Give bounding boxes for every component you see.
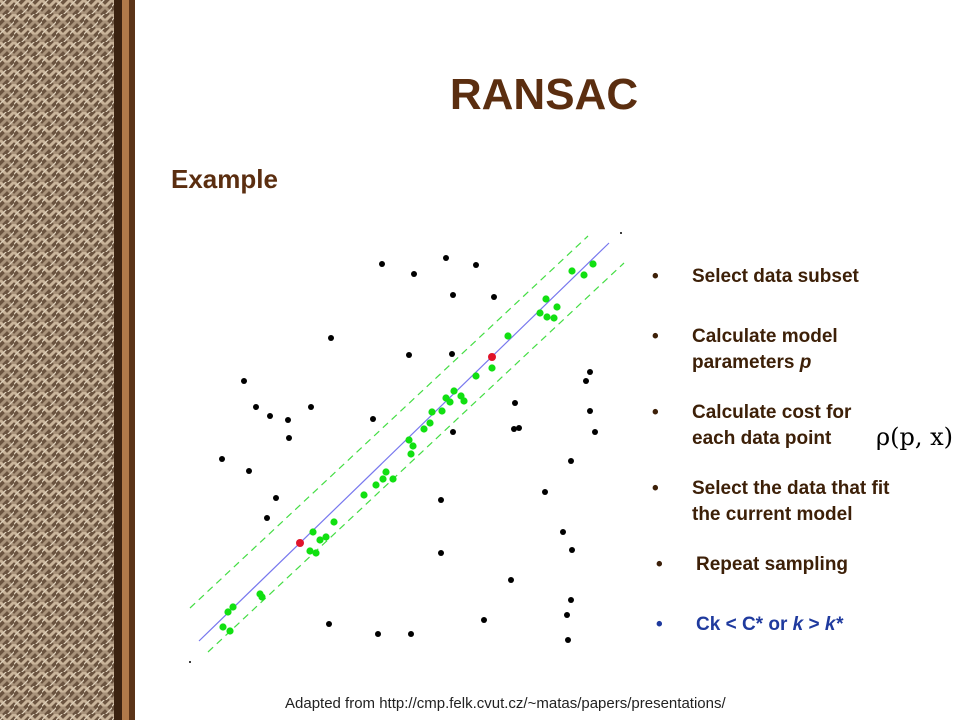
inlier-point [450,387,457,394]
inlier-point [309,528,316,535]
inlier-point [488,364,495,371]
inlier-point [409,442,416,449]
outlier-point [583,378,589,384]
inlier-point [224,608,231,615]
inlier-point [219,623,226,630]
bullet-text: Repeat sampling [696,554,849,575]
source-credit: Adapted from http://cmp.felk.cvut.cz/~matas/papers/presentations/ [285,695,726,712]
outlier-point [587,408,593,414]
outlier-point [516,425,522,431]
bullet-text: Select data subset [692,266,859,287]
bullet-text-line2: the current model [692,503,853,525]
inlier-point [379,475,386,482]
inlier-point [258,593,265,600]
outlier-point [308,404,314,410]
inlier-point [536,309,543,316]
outlier-point [375,631,381,637]
outlier-point [569,547,575,553]
outlier-point [241,378,247,384]
outlier-point [512,400,518,406]
outlier-point [587,369,593,375]
outlier-point [406,352,412,358]
cost-formula: ρ(p, x) [876,423,953,451]
outlier-point [450,429,456,435]
inlier-point [589,260,596,267]
slide-subtitle: Example [171,164,278,194]
bullet-text: Calculate cost for [692,402,852,423]
outlier-point [411,271,417,277]
inlier-point [407,450,414,457]
outlier-point [542,489,548,495]
bullet-marker: • [652,266,659,287]
bullet-marker: • [656,614,663,635]
inlier-point [504,332,511,339]
bullet-text-line2: parameters p [692,351,812,373]
outlier-point [438,497,444,503]
outlier-point [253,404,259,410]
outlier-point [473,262,479,268]
inlier-point [446,398,453,405]
inlier-point [543,313,550,320]
bullet-stop-condition [656,612,843,638]
outlier-point [568,597,574,603]
bullet-repeat [656,552,848,578]
outlier-point [564,612,570,618]
inlier-point [226,627,233,634]
inlier-point [428,408,435,415]
outlier-point [481,617,487,623]
outlier-point [450,292,456,298]
bullet-calc-cost [652,400,851,451]
inlier-point [542,295,549,302]
outlier-point [326,621,332,627]
threshold-band-upper [190,236,588,608]
bullet-marker: • [652,326,659,347]
inlier-point [580,271,587,278]
outlier-point [491,294,497,300]
corner-mark [189,661,191,663]
inlier-point [420,425,427,432]
outlier-point [379,261,385,267]
outlier-point [592,429,598,435]
slide-title: RANSAC [449,70,639,119]
outlier-point [328,335,334,341]
inlier-point [360,491,367,498]
threshold-band-lower [208,263,624,652]
stop-condition-text: Ck < C* or k > k* [696,614,843,635]
inlier-point [460,397,467,404]
outlier-point [438,550,444,556]
bullet-text-line2: each data point [692,427,832,449]
bullet-text: Calculate model [692,326,838,347]
inlier-point [330,518,337,525]
inlier-point [372,481,379,488]
inlier-point [312,549,319,556]
inlier-point [405,436,412,443]
outlier-point [565,637,571,643]
model-line [199,243,609,641]
outlier-point [286,435,292,441]
bullet-calc-params [652,324,838,375]
outlier-point [264,515,270,521]
inlier-point [382,468,389,475]
inlier-point [438,407,445,414]
outlier-point [273,495,279,501]
sample-point [488,353,496,361]
inlier-point [553,303,560,310]
bullet-select-subset [652,264,859,290]
bullet-text: Select the data that fit [692,478,890,499]
outlier-point [560,529,566,535]
inlier-point [426,419,433,426]
outlier-point [246,468,252,474]
inlier-point [316,536,323,543]
outlier-point [219,456,225,462]
outlier-point [568,458,574,464]
outlier-point [508,577,514,583]
inlier-point [550,314,557,321]
inlier-point [389,475,396,482]
outlier-point [285,417,291,423]
corner-mark [620,232,622,234]
outlier-point [511,426,517,432]
outlier-point [449,351,455,357]
outlier-point [408,631,414,637]
bullet-marker: • [656,554,663,575]
inlier-point [472,372,479,379]
bullet-select-fit [652,476,889,527]
bullet-marker: • [652,478,659,499]
bullet-marker: • [652,402,659,423]
outlier-point [443,255,449,261]
outlier-point [267,413,273,419]
outlier-point [370,416,376,422]
sample-point [296,539,304,547]
inlier-point [568,267,575,274]
